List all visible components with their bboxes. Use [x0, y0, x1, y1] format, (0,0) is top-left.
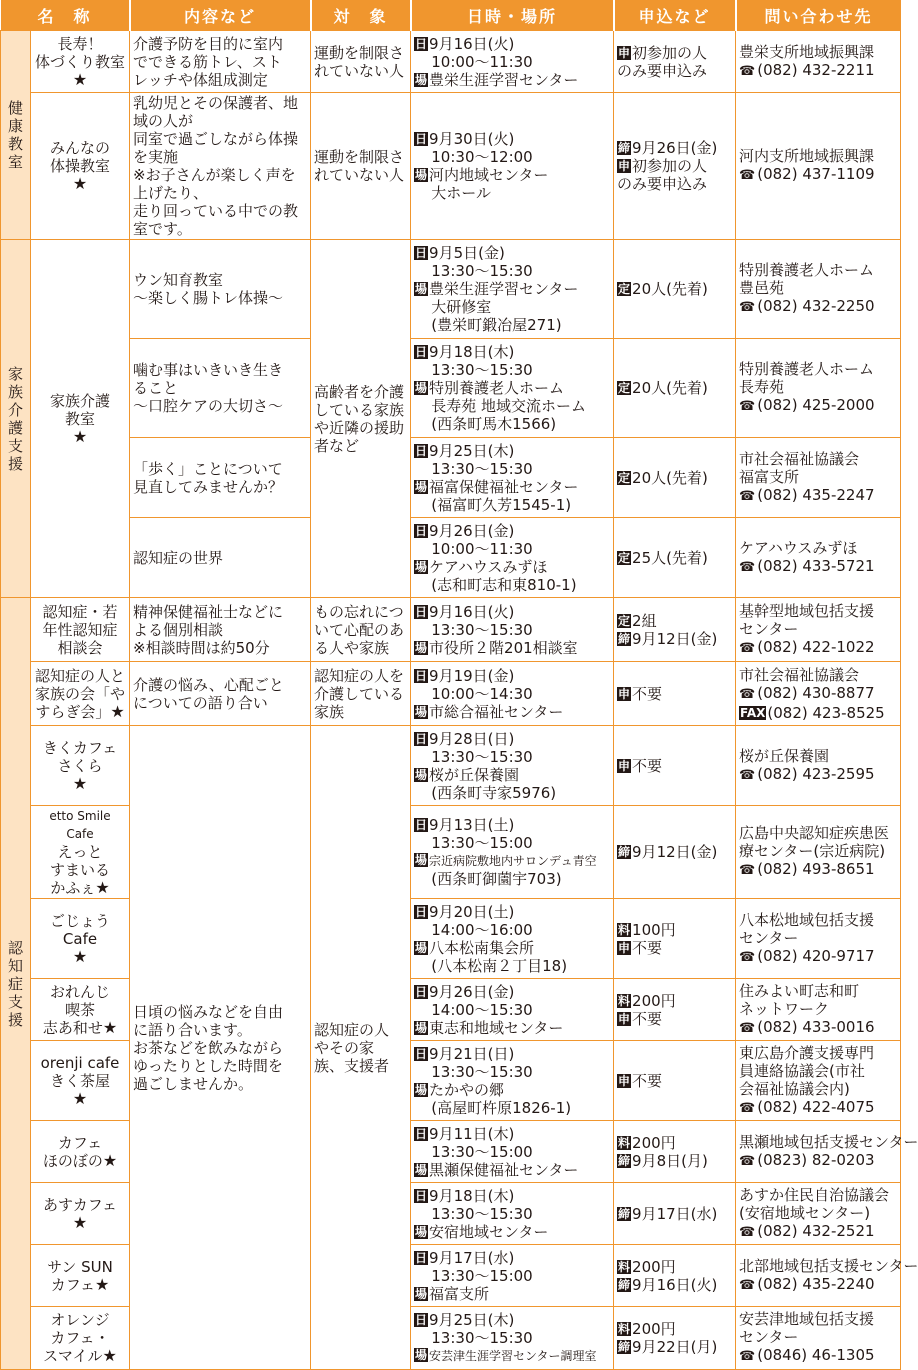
- phone-icon: ☎: [739, 63, 756, 79]
- fee-icon: 料: [618, 1259, 631, 1274]
- fee-icon: 料: [618, 1322, 631, 1336]
- star-icon: ★: [72, 1088, 88, 1108]
- date-icon: 日: [415, 132, 428, 146]
- event-name: 長寿！ 体づくり教室 ★: [31, 31, 130, 93]
- date-icon: 日: [415, 668, 428, 683]
- event-contact: 特別養護老人ホーム 豊邑苑 ☎ (082) 432-2250: [736, 240, 901, 339]
- event-name: ごじょう Cafe ★: [31, 899, 130, 979]
- event-apply: 申 不要: [614, 662, 736, 726]
- star-icon: ★: [95, 878, 110, 897]
- event-name: サン SUN カフェ★: [31, 1245, 130, 1307]
- deadline-icon: 締: [618, 845, 631, 859]
- phone-icon: ☎: [739, 1020, 756, 1036]
- event-name: orenji cafe きく茶屋 ★: [31, 1041, 130, 1121]
- event-datetime: 日 9月20日(土) 14:00～16:00 場 八本松南集会所 (八本松南２丁目18): [411, 899, 614, 979]
- event-name: みんなの 体操教室 ★: [31, 93, 130, 240]
- event-datetime: 日 9月17日(水) 13:30～15:00 場 福富支所: [411, 1245, 614, 1307]
- phone-icon: ☎: [739, 767, 756, 783]
- event-name: おれんじ 喫茶 志あ和せ★: [31, 979, 130, 1041]
- event-contact: 東広島介護支援専門 員連絡協議会(市社 会福祉協議会内) ☎ (082) 422-4075: [736, 1041, 901, 1121]
- phone-icon: ☎: [739, 640, 756, 656]
- deadline-icon: 締: [618, 1206, 631, 1221]
- category-health: 健康教室: [1, 31, 31, 240]
- event-target: 運動を制限さ れていない人: [311, 93, 411, 240]
- event-contact: 河内支所地域振興課 ☎ (082) 437-1109: [736, 93, 901, 240]
- event-contact: あすか住民自治協議会 (安宿地域センター) ☎ (082) 432-2521: [736, 1183, 901, 1245]
- event-contact: ケアハウスみずほ ☎ (082) 433-5721: [736, 518, 901, 598]
- event-content: 認知症の世界: [130, 518, 311, 598]
- phone-icon: ☎: [739, 399, 756, 414]
- category-family: 家族介護支援: [1, 240, 31, 598]
- event-name: 家族介護 教室 ★: [31, 240, 130, 598]
- event-datetime: 日 9月18日(木) 13:30～15:30 場 安宿地域センター: [411, 1183, 614, 1245]
- phone-icon: ☎: [739, 488, 756, 504]
- event-apply: 締 9月12日(金): [614, 806, 736, 899]
- table-row: [1, 438, 901, 518]
- phone-icon: ☎: [739, 1100, 756, 1116]
- header-contact: 問い合わせ先: [736, 0, 901, 31]
- date-icon: 日: [415, 1126, 428, 1141]
- header-apply: 申込など: [614, 0, 736, 31]
- header-row: [1, 0, 901, 31]
- fee-icon: 料: [618, 922, 631, 937]
- event-content: 噛む事はいきいき生き ること ～口腔ケアの大切さ～: [130, 339, 311, 438]
- date-icon: 日: [415, 345, 428, 359]
- event-datetime: 日 9月26日(金) 10:00～11:30 場 ケアハウスみずほ (志和町志和東810-1): [411, 518, 614, 598]
- event-datetime: 日 9月25日(木) 13:30～15:30 場 福富保健福祉センター (福富町久芳1545-1): [411, 438, 614, 518]
- event-datetime: 日 9月13日(土) 13:30～15:00 場 宗近病院敷地内サロンデュ青空 (西条町御薗宇703): [411, 806, 614, 899]
- event-name: カフェ ほのぼの★: [31, 1121, 130, 1183]
- event-contact: 豊栄支所地域振興課 ☎ (082) 432-2211: [736, 31, 901, 93]
- star-icon: ★: [72, 174, 88, 193]
- event-name: etto Smile Cafe えっと すまいる かふぇ★: [31, 806, 130, 899]
- event-datetime: 日 9月25日(木) 13:30～15:30 場 安芸津生涯学習センター調理室: [411, 1307, 614, 1370]
- place-icon: 場: [415, 1224, 428, 1239]
- category-dementia: 認知症支援: [1, 598, 31, 1370]
- table-row: [1, 726, 901, 806]
- star-icon: ★: [72, 1212, 88, 1232]
- place-icon: 場: [415, 1082, 428, 1097]
- phone-icon: ☎: [739, 863, 756, 878]
- cafe-content: 日頃の悩みなどを自由 に語り合います。 お茶などを飲みながら ゆったりとした時間を 過ごしませんか。: [130, 726, 311, 1370]
- phone-icon: ☎: [739, 1153, 756, 1169]
- event-datetime: 日 9月16日(火) 13:30～15:30 場 市役所２階201相談室: [411, 598, 614, 662]
- event-contact: 市社会福祉協議会 福富支所 ☎ (082) 435-2247: [736, 438, 901, 518]
- event-contact: 広島中央認知症疾患医 療センター(宗近病院) ☎ (082) 493-8651: [736, 806, 901, 899]
- event-contact: 基幹型地域包括支援 センター ☎ (082) 422-1022: [736, 598, 901, 662]
- date-icon: 日: [415, 818, 428, 832]
- place-icon: 場: [415, 559, 428, 574]
- fax-icon: FAX: [740, 705, 766, 720]
- apply-icon: 申: [618, 940, 631, 955]
- place-icon: 場: [415, 1286, 428, 1301]
- phone-icon: ☎: [739, 559, 756, 575]
- cafe-target: 認知症の人 やその家 族、支援者: [311, 726, 411, 1370]
- table-row: [1, 339, 901, 438]
- event-datetime: 日 9月11日(木) 13:30～15:00 場 黒瀬保健福祉センター: [411, 1121, 614, 1183]
- phone-icon: ☎: [739, 168, 756, 183]
- place-icon: 場: [415, 640, 428, 655]
- place-icon: 場: [415, 853, 428, 867]
- place-icon: 場: [415, 1162, 428, 1177]
- header-target: 対 象: [311, 0, 411, 31]
- event-content: 介護の悩み、心配ごと についての語り合い: [130, 662, 311, 726]
- date-icon: 日: [415, 1046, 428, 1061]
- event-apply: 締 9月17日(水): [614, 1183, 736, 1245]
- deadline-icon: 締: [618, 1277, 631, 1292]
- event-name: オレンジ カフェ・ スマイル★: [31, 1307, 130, 1370]
- star-icon: ★: [72, 773, 88, 793]
- event-content: 「歩く」ことについて 見直してみませんか？: [130, 438, 311, 518]
- star-icon: ★: [110, 701, 125, 721]
- place-icon: 場: [415, 282, 428, 296]
- event-content: 介護予防を目的に室内 でできる筋トレ、スト レッチや体組成測定: [130, 31, 311, 93]
- star-icon: ★: [94, 1274, 110, 1294]
- date-icon: 日: [415, 523, 428, 538]
- table-row: [1, 518, 901, 598]
- fee-icon: 料: [618, 1135, 631, 1150]
- event-datetime: 日 9月18日(木) 13:30～15:30 場 特別養護老人ホーム 長寿苑 地域交流ホーム (西条町馬木1566): [411, 339, 614, 438]
- event-apply: 料 200円 締 9月22日(月): [614, 1307, 736, 1370]
- star-icon: ★: [102, 1346, 117, 1365]
- phone-icon: ☎: [739, 1224, 756, 1240]
- date-icon: 日: [415, 1250, 428, 1265]
- header-name: 名 称: [1, 0, 130, 31]
- capacity-icon: 定: [618, 613, 631, 628]
- table-row: [1, 662, 901, 726]
- event-datetime: 日 9月16日(火) 10:00～11:30 場 豊栄生涯学習センター: [411, 31, 614, 93]
- event-name: 認知症の人と 家族の会「や すらぎ会」★: [31, 662, 130, 726]
- event-apply: 定 2組 締 9月12日(金): [614, 598, 736, 662]
- event-contact: 北部地域包括支援センター ☎ (082) 435-2240: [736, 1245, 901, 1307]
- header-datetime: 日時・場所: [411, 0, 614, 31]
- place-icon: 場: [415, 72, 428, 87]
- date-icon: 日: [415, 246, 428, 260]
- event-content: 乳幼児とその保護者、地域の人が 同室で過ごしながら体操を実施 ※お子さんが楽しく声を上げたり、 走り回っている中での教室です。: [130, 93, 311, 240]
- star-icon: ★: [102, 1017, 118, 1037]
- event-apply: 料 100円 申 不要: [614, 899, 736, 979]
- apply-icon: 申: [618, 758, 631, 773]
- event-apply: 料 200円 締 9月8日(月): [614, 1121, 736, 1183]
- date-icon: 日: [415, 904, 428, 919]
- phone-icon: ☎: [739, 949, 756, 965]
- event-name: 認知症・若 年性認知症 相談会: [31, 598, 130, 662]
- star-icon: ★: [72, 946, 88, 966]
- header-content: 内容など: [130, 0, 311, 31]
- star-icon: ★: [72, 426, 88, 446]
- date-icon: 日: [415, 731, 428, 746]
- date-icon: 日: [415, 984, 428, 999]
- event-target: 高齢者を介護 している家族 や近隣の援助 者など: [311, 240, 411, 598]
- capacity-icon: 定: [618, 470, 631, 485]
- event-datetime: 日 9月21日(日) 13:30～15:30 場 たかやの郷 (高屋町杵原1826-1): [411, 1041, 614, 1121]
- event-apply: 申 不要: [614, 726, 736, 806]
- date-icon: 日: [415, 1313, 428, 1327]
- event-apply: 申 不要: [614, 1041, 736, 1121]
- apply-icon: 申: [618, 1011, 631, 1026]
- place-icon: 場: [415, 767, 428, 782]
- event-datetime: 日 9月26日(金) 14:00～15:30 場 東志和地域センター: [411, 979, 614, 1041]
- date-icon: 日: [415, 443, 428, 458]
- event-contact: 安芸津地域包括支援 センター ☎ (0846) 46-1305: [736, 1307, 901, 1370]
- date-icon: 日: [415, 604, 428, 619]
- apply-icon: 申: [618, 159, 631, 173]
- event-target: もの忘れにつ いて心配のあ る人や家族: [311, 598, 411, 662]
- event-apply: 申 初参加の人 のみ要申込み: [614, 31, 736, 93]
- apply-icon: 申: [618, 45, 631, 60]
- capacity-icon: 定: [618, 381, 631, 395]
- table-row: [1, 93, 901, 240]
- event-name: あすカフェ ★: [31, 1183, 130, 1245]
- deadline-icon: 締: [618, 141, 631, 155]
- event-datetime: 日 9月19日(金) 10:00～14:30 場 市総合福祉センター: [411, 662, 614, 726]
- star-icon: ★: [102, 1150, 118, 1170]
- event-apply: 料 200円 締 9月16日(火): [614, 1245, 736, 1307]
- place-icon: 場: [415, 168, 428, 182]
- event-datetime: 日 9月5日(金) 13:30～15:30 場 豊栄生涯学習センター 大研修室 (豊栄町鍛冶屋271): [411, 240, 614, 339]
- date-icon: 日: [415, 1188, 428, 1203]
- apply-icon: 申: [618, 1073, 631, 1088]
- place-icon: 場: [415, 1348, 428, 1362]
- place-icon: 場: [415, 940, 428, 955]
- event-content: ウン知育教室 ～楽しく腸トレ体操～: [130, 240, 311, 339]
- event-target: 運動を制限さ れていない人: [311, 31, 411, 93]
- event-datetime: 日 9月28日(日) 13:30～15:30 場 桜が丘保養園 (西条町寺家5976): [411, 726, 614, 806]
- table-row: [1, 598, 901, 662]
- event-content: 精神保健福祉士などに よる個別相談 ※相談時間は約50分: [130, 598, 311, 662]
- event-contact: 特別養護老人ホーム 長寿苑 ☎ (082) 425-2000: [736, 339, 901, 438]
- place-icon: 場: [415, 479, 428, 494]
- place-icon: 場: [415, 381, 428, 395]
- event-target: 認知症の人を 介護している 家族: [311, 662, 411, 726]
- phone-icon: ☎: [739, 1349, 756, 1364]
- fee-icon: 料: [618, 993, 631, 1008]
- event-contact: 八本松地域包括支援 センター ☎ (082) 420-9717: [736, 899, 901, 979]
- place-icon: 場: [415, 704, 428, 719]
- apply-icon: 申: [618, 686, 631, 701]
- event-contact: 黒瀬地域包括支援センター ☎ (0823) 82-0203: [736, 1121, 901, 1183]
- place-icon: 場: [415, 1020, 428, 1035]
- date-icon: 日: [415, 36, 428, 51]
- event-apply: 締 9月26日(金) 申 初参加の人 のみ要申込み: [614, 93, 736, 240]
- event-apply: 定 25人(先着): [614, 518, 736, 598]
- table-row: [1, 240, 901, 339]
- event-apply: 定 20人(先着): [614, 438, 736, 518]
- event-contact: 市社会福祉協議会 ☎ (082) 430-8877 FAX (082) 423-8525: [736, 662, 901, 726]
- event-datetime: 日 9月30日(火) 10:30～12:00 場 河内地域センター 大ホール: [411, 93, 614, 240]
- phone-icon: ☎: [739, 1277, 756, 1293]
- event-contact: 住みよい町志和町 ネットワーク ☎ (082) 433-0016: [736, 979, 901, 1041]
- capacity-icon: 定: [618, 282, 631, 296]
- star-icon: ★: [72, 69, 88, 89]
- phone-icon: ☎: [739, 686, 756, 702]
- table-row: [1, 31, 901, 93]
- deadline-icon: 締: [618, 631, 631, 646]
- capacity-icon: 定: [618, 550, 631, 565]
- deadline-icon: 締: [618, 1153, 631, 1168]
- phone-icon: ☎: [739, 300, 756, 315]
- event-apply: 料 200円 申 不要: [614, 979, 736, 1041]
- deadline-icon: 締: [618, 1340, 631, 1354]
- event-contact: 桜が丘保養園 ☎ (082) 423-2595: [736, 726, 901, 806]
- event-name: きくカフェ さくら ★: [31, 726, 130, 806]
- event-apply: 定 20人(先着): [614, 339, 736, 438]
- event-apply: 定 20人(先着): [614, 240, 736, 339]
